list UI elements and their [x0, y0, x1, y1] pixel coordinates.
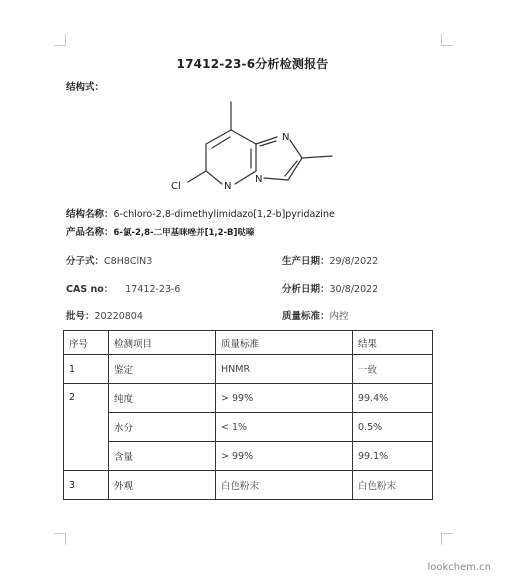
batch-value: 20220804 [94, 311, 143, 322]
atom-n-bridge: N [255, 174, 263, 185]
table-row [64, 355, 433, 384]
atom-n-imidazole: N [282, 132, 290, 143]
row-no: 1 [64, 355, 109, 384]
row-item: 外观 [109, 471, 216, 500]
row-item: 水分 [109, 413, 216, 442]
structure-name-label: 结构名称： [66, 209, 114, 220]
quality-standard-label: 质量标准： [282, 311, 330, 322]
table-row [64, 471, 433, 500]
product-name-label: 产品名称： [66, 227, 114, 238]
page-corner-mark-bottom-left [54, 533, 66, 545]
table-row [64, 384, 433, 413]
analysis-date-label: 分析日期： [282, 284, 330, 295]
chemical-structure-diagram [160, 92, 360, 202]
product-name-value: 6-氯-2,8-二甲基咪唑并[1,2-B]哒嗪 [113, 228, 255, 238]
batch-row [66, 308, 143, 322]
product-name-row [66, 224, 254, 238]
structure-name-row [66, 206, 335, 220]
table-row [64, 442, 433, 471]
production-date-row [282, 253, 378, 267]
quality-standard-row [282, 308, 349, 322]
production-date-value: 29/8/2022 [329, 256, 379, 267]
page-corner-mark-top-right [441, 34, 453, 46]
quality-standard-value: 内控 [329, 311, 349, 322]
row-result: 白色粉末 [353, 471, 433, 500]
header-no: 序号 [64, 331, 109, 355]
atom-chlorine: Cl [171, 181, 181, 192]
formula-row [66, 253, 152, 267]
analysis-date-value: 30/8/2022 [329, 284, 379, 295]
row-result: 99.1% [353, 442, 433, 471]
header-result: 结果 [353, 331, 433, 355]
watermark: lookchem.cn [427, 562, 491, 573]
formula-label: 分子式： [66, 256, 105, 267]
header-standard: 质量标准 [216, 331, 353, 355]
formula-value: C8H8ClN3 [104, 256, 153, 267]
row-item: 鉴定 [109, 355, 216, 384]
page-corner-mark-top-left [54, 34, 66, 46]
atom-n-pyridazine: N [224, 181, 232, 192]
cas-row [66, 281, 180, 295]
row-standard: HNMR [216, 355, 353, 384]
cas-value: 17412-23-6 [125, 284, 181, 295]
production-date-label: 生产日期： [282, 256, 330, 267]
row-standard: > 99% [216, 442, 353, 471]
header-item: 检测项目 [109, 331, 216, 355]
row-item: 纯度 [109, 384, 216, 413]
table-header-row [64, 331, 433, 355]
row-result: 99.4% [353, 384, 433, 413]
row-standard: > 99% [216, 384, 353, 413]
row-no: 3 [64, 471, 109, 500]
structure-name-value: 6-chloro-2,8-dimethylimidazo[1,2-b]pyridazine [113, 209, 335, 220]
row-result: 一致 [353, 355, 433, 384]
analysis-date-row [282, 281, 378, 295]
results-table [63, 330, 433, 500]
structure-label: 结构式： [66, 82, 105, 93]
row-standard: 白色粉末 [216, 471, 353, 500]
row-item: 含量 [109, 442, 216, 471]
report-title: 17412-23-6分析检测报告 [176, 57, 329, 71]
table-row [64, 413, 433, 442]
row-no: 2 [64, 384, 109, 471]
row-standard: < 1% [216, 413, 353, 442]
page-corner-mark-bottom-right [441, 533, 453, 545]
row-result: 0.5% [353, 413, 433, 442]
cas-label: CAS no： [66, 284, 114, 295]
batch-label: 批号： [66, 311, 95, 322]
